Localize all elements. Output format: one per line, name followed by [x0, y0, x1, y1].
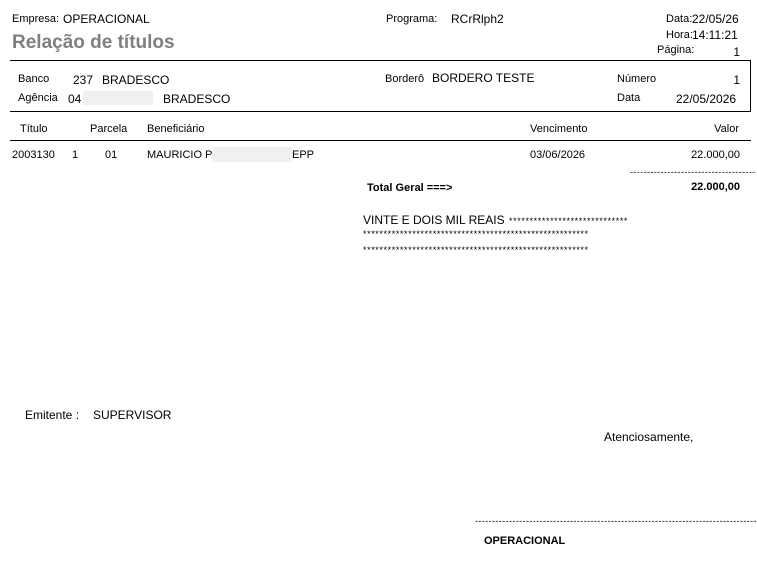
bank-box-right-border — [750, 61, 751, 111]
agencia-code: 04 — [68, 92, 82, 106]
row-beneficiario-end: EPP — [292, 149, 315, 161]
bordero-value: BORDERO TESTE — [432, 71, 535, 85]
programa-value: RCrRlph2 — [451, 12, 504, 26]
bordero-label: Borderô — [385, 73, 425, 85]
col-parcela: Parcela — [90, 123, 128, 135]
amount-in-words-stars: ***************************** — [509, 216, 629, 226]
bank-date-value: 22/05/2026 — [676, 92, 737, 106]
row-parcela: 01 — [105, 149, 118, 161]
redaction-block — [212, 147, 292, 162]
amount-in-words-line-3: ******************************************************* — [363, 245, 589, 255]
table-header-divider — [10, 140, 751, 141]
signature-line: ----------------------------------------------------------------------------------- — [475, 516, 757, 526]
empresa-value: OPERACIONAL — [63, 12, 150, 26]
closing-text: Atenciosamente, — [604, 430, 694, 444]
banco-label: Banco — [18, 73, 50, 85]
bank-date-label: Data — [617, 92, 641, 104]
total-label: Total Geral ===> — [367, 182, 453, 194]
numero-value: 1 — [733, 73, 740, 87]
bank-divider — [10, 111, 751, 112]
redaction-block — [83, 91, 153, 105]
total-value: 22.000,00 — [691, 181, 740, 193]
header-date-label: Data: — [666, 13, 693, 25]
banco-code: 237 — [73, 73, 94, 87]
emitente-label: Emitente : — [25, 408, 80, 422]
header-divider — [10, 60, 751, 61]
header-time-value: 14:11:21 — [692, 28, 738, 42]
row-seq: 1 — [72, 149, 79, 161]
amount-in-words-line-1 — [363, 211, 628, 229]
emitente-value: SUPERVISOR — [93, 408, 172, 422]
row-titulo: 2003130 — [12, 149, 55, 161]
page-number-value: 1 — [733, 45, 740, 59]
agencia-label: Agência — [18, 92, 58, 104]
col-valor: Valor — [714, 123, 739, 135]
header-time-label: Hora: — [666, 29, 693, 41]
empresa-label: Empresa: — [12, 13, 60, 25]
agencia-name: BRADESCO — [163, 92, 231, 106]
programa-label: Programa: — [386, 13, 438, 25]
row-beneficiario-start: MAURICIO P — [147, 149, 213, 161]
row-valor: 22.000,00 — [691, 149, 740, 161]
amount-in-words-line-2: ******************************************************* — [363, 229, 589, 239]
amount-in-words-text: VINTE E DOIS MIL REAIS — [363, 213, 505, 227]
col-vencimento: Vencimento — [530, 123, 588, 135]
signature-name: OPERACIONAL — [484, 535, 566, 547]
row-vencimento: 03/06/2026 — [530, 149, 586, 161]
header-date-value: 22/05/26 — [692, 12, 739, 26]
banco-name: BRADESCO — [102, 73, 170, 87]
report-title: Relação de títulos — [12, 32, 175, 53]
page-number-label: Página: — [657, 44, 695, 56]
total-dash-line: ------------------------------------- — [630, 167, 756, 177]
numero-label: Número — [617, 73, 657, 85]
col-titulo: Título — [20, 123, 48, 135]
col-beneficiario: Beneficiário — [147, 123, 205, 135]
